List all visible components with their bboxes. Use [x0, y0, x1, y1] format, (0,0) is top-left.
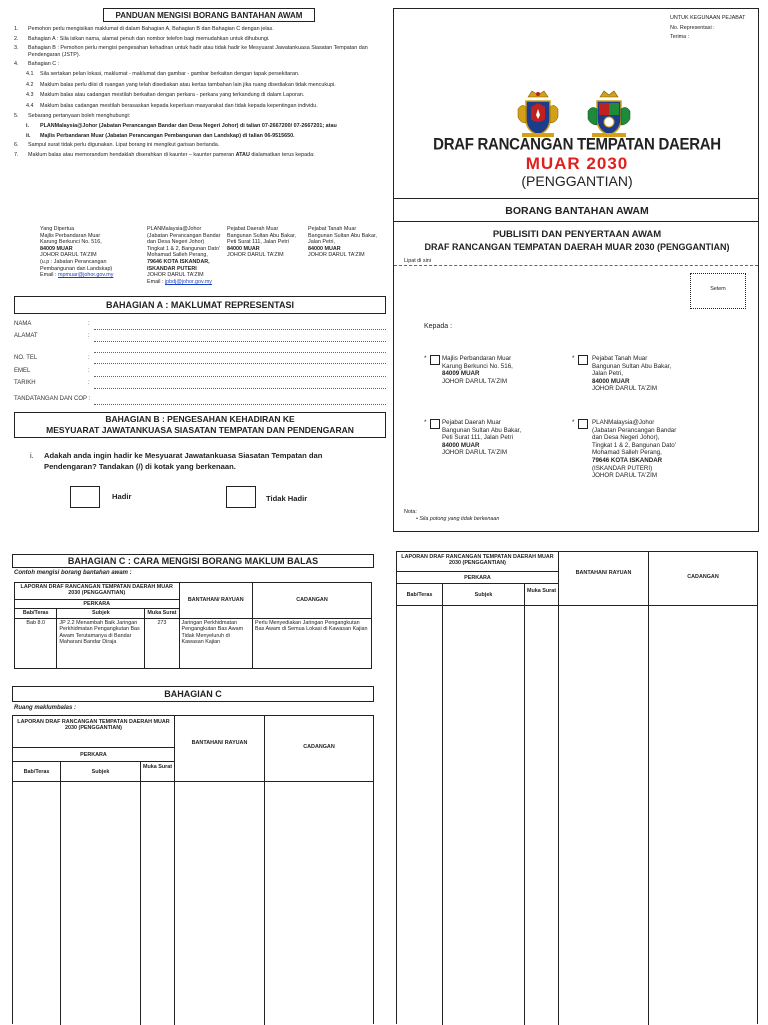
section-b-question: i. Adakah anda ingin hadir ke Mesyuarat Jawatankuasa Siasatan Tempatan dan Pendengaran? Tandakan (/) di kotak yang berkenaan. — [30, 451, 323, 471]
checkbox-planmalaysia[interactable] — [578, 419, 588, 429]
col-bab-input[interactable] — [13, 782, 61, 1025]
colon: : — [88, 333, 90, 339]
guide-sub-3: 4.3 Maklum balas atau cadangan mestilah berkaitan dengan perkara - perkara yang terkandung di dalam Laporan. — [26, 92, 305, 99]
address-pejabat-tanah: Pejabat Tanah Muar Bangunan Sultan Abu Bakar, Jalan Petri, 84000 MUAR JOHOR DARUL TA'ZIM — [308, 226, 377, 259]
rt-col-bantahan-input[interactable] — [559, 606, 649, 1025]
label-tidak-hadir: Tidak Hadir — [266, 494, 308, 503]
section-c-title: BAHAGIAN C — [12, 686, 374, 702]
guide-sub-2: 4.2 Maklum balas perlu diisi di ruangan yang telah disediakan atau kertas tambahan lain jika ruang disediakan tidak mencukupi. — [26, 81, 336, 88]
guide-contact-1: i. PLANMalaysia@Johor (Jabatan Perancangan Bandar dan Desa Negeri Johor) di talian 07-2667200/ 07-2667201; atau — [26, 122, 337, 129]
guide-item-2: 2. Bahagian A : Sila isikan nama, alamat penuh dan nombor telefon bagi memudahkan untuk dihubungi. — [14, 35, 270, 42]
colon: : — [88, 321, 90, 327]
cover-form-name: BORANG BANTAHAN AWAM — [505, 205, 649, 217]
cover-addr-daerah: Pejabat Daerah Muar Bangunan Sultan Abu Bakar, Peti Surat 111, Jalan Petri 84000 MUAR JOHOR DARUL TA'ZIM — [442, 419, 522, 457]
cover-addr-mpm: Majlis Perbandaran Muar Karung Berkunci No. 516, 84009 MUAR JOHOR DARUL TA'ZIM — [442, 355, 513, 385]
section-a-form — [14, 318, 390, 408]
office-use: UNTUK KEGUNAAN PEJABAT No. Representasi : Terima : — [670, 15, 746, 41]
colon: : — [88, 355, 90, 361]
section-c-subtitle: Ruang maklumbalas : — [14, 705, 77, 711]
email-link-jpbd[interactable]: jpbdj@johor.gov.my — [164, 278, 213, 285]
note-label: Nota: — [404, 509, 417, 515]
guide-list — [14, 26, 374, 161]
fold-here: Lipat di sini — [404, 258, 431, 264]
example-subjek: JP 2.2 Menambah Baik Jaringan Perkhidmatan Pengangkutan Bas Awam Terutamanya di Bandar Maharani Bandar Diraja — [57, 618, 145, 668]
section-c-example-subtitle: Contoh mengisi borang bantahan awam : — [14, 570, 132, 576]
address-pejabat-daerah: Pejabat Daerah Muar Bangunan Sultan Abu Bakar, Peti Surat 111, Jalan Petri 84000 MUAR JOHOR DARUL TA'ZIM — [227, 226, 296, 259]
label-tarikh: TARIKH — [14, 380, 36, 386]
address-planmalaysia: PLANMalaysia@Johor (Jabatan Perancangan Bandar dan Desa Negeri Johor) Tingkat 1 & 2, Bangunan Dato' Mohamad Salleh Perang, 79646 KOTA ISKANDAR, ISKANDAR PUTERI JOHOR DARUL TA'ZIM Email : jpbdj@johor.gov.my — [147, 226, 221, 285]
address-mpm: Yang Dipertua Majlis Perbandaran Muar Karung Berkunci No. 516, 84009 MUAR JOHOR DARUL TA'ZIM (u.p : Jabatan Perancangan Pembangunan dan Landskap) Email : mpmuar@johor.gov.my — [40, 226, 114, 279]
stamp-box: Setem — [690, 273, 746, 309]
label-notel: NO. TEL — [14, 355, 38, 361]
example-muka: 273 — [145, 618, 179, 668]
label-tandatangan: TANDATANGAN DAN COP : — [14, 396, 91, 402]
guide-sub-1: 4.1 Sila sertakan pelan lokasi, maklumat - maklumat dan gambar - gambar berkaitan dengan tapak persekitaran. — [26, 70, 300, 77]
input-emel[interactable] — [94, 376, 386, 377]
rt-col-cadangan-input[interactable] — [649, 606, 757, 1025]
section-c-example-title: BAHAGIAN C : CARA MENGISI BORANG MAKLUM BALAS — [12, 554, 374, 568]
right-table: LAPORAN DRAF RANCANGAN TEMPATAN DAERAH MUAR 2030 (PENGGANTIAN) PERKARA Bab/Teras Subjek Muka Surat BANTAHAN/ RAYUAN CADANGAN — [396, 551, 758, 1024]
cover-pub-2: DRAF RANCANGAN TEMPATAN DAERAH MUAR 2030 (PENGGANTIAN) — [424, 242, 730, 252]
cover-addr-tanah: Pejabat Tanah Muar Bangunan Sultan Abu Bakar, Jalan Petri, 84000 MUAR JOHOR DARUL TA'ZIM — [592, 355, 672, 393]
guide-contact-2: ii. Majlis Perbandaran Muar (Jabatan Perancangan Pembangunan dan Landskap) di talian 06-9515650. — [26, 132, 295, 139]
asterisk: * — [424, 419, 427, 426]
checkbox-hadir[interactable] — [70, 486, 100, 508]
colon: : — [88, 368, 90, 374]
input-alamat-1[interactable] — [94, 341, 386, 342]
cover-panel — [393, 8, 759, 532]
guide-item-3: 3. Bahagian B : Pemohon perlu mengisi pengesahan kehadiran untuk hadir atau tidak hadir ke Mesyuarat Jawatankuasa Siasatan Tempatan dan Pendengaran (JSTP). — [14, 45, 368, 58]
guide-sub-4: 4.4 Maklum balas cadangan mestilah berasaskan kepada keperluan masyarakat dan tidak kepada kepentingan individu. — [26, 102, 318, 109]
checkbox-pejabat-tanah[interactable] — [578, 355, 588, 365]
section-b-title: BAHAGIAN B : PENGESAHAN KEHADIRAN KE MESYUARAT JAWATANKUASA SIASATAN TEMPATAN DAN PENDENGARAN — [14, 412, 386, 438]
guide-item-5: 5. Sebarang pertanyaan boleh menghubungi: — [14, 113, 131, 120]
section-c-table: LAPORAN DRAF RANCANGAN TEMPATAN DAERAH MUAR 2030 (PENGGANTIAN) PERKARA Bab/Teras Subjek Muka Surat BANTAHAN/ RAYUAN CADANGAN — [12, 715, 374, 1024]
col-muka-input[interactable] — [141, 782, 175, 1025]
input-tandatangan[interactable] — [94, 404, 386, 405]
col-bantahan-input[interactable] — [175, 782, 265, 1025]
rt-col-muka-input[interactable] — [525, 606, 559, 1025]
asterisk: * — [572, 419, 575, 426]
asterisk: * — [424, 355, 427, 362]
to-label: Kepada : — [424, 323, 453, 330]
col-cadangan-input[interactable] — [265, 782, 373, 1025]
note-text: • Sila potong yang tidak berkenaan — [416, 516, 500, 522]
colon: : — [88, 380, 90, 386]
label-alamat: ALAMAT — [14, 333, 38, 339]
asterisk: * — [572, 355, 575, 362]
label-nama: NAMA — [14, 321, 32, 327]
guide-item-4: 4. Bahagian C : — [14, 61, 60, 68]
col-subjek-input[interactable] — [61, 782, 141, 1025]
input-nama[interactable] — [94, 329, 386, 330]
rt-col-subjek-input[interactable] — [443, 606, 525, 1025]
email-link-mpm[interactable]: mpmuar@johor.gov.my — [57, 272, 114, 279]
section-a-title: BAHAGIAN A : MAKLUMAT REPRESENTASI — [14, 296, 386, 314]
johor-crest-icon — [514, 89, 562, 139]
example-cadangan: Perlu Menyediakan Jaringan Pengangkutan Bas Awam di Semua Lokasi di Kawasan Kajian — [252, 618, 371, 668]
checkbox-pejabat-daerah[interactable] — [430, 419, 440, 429]
input-alamat-2[interactable] — [94, 352, 386, 353]
label-hadir: Hadir — [112, 492, 132, 501]
muar-crest-icon — [584, 89, 634, 139]
cover-title-2: MUAR 2030 — [525, 154, 629, 173]
guide-title: PANDUAN MENGISI BORANG BANTAHAN AWAM — [103, 8, 315, 22]
example-bantahan: Jaringan Perkhidmatan Pengangkutan Bas Awam Tidak Menyeluruh di Kawasan Kajian — [179, 618, 252, 668]
cover-title-1: DRAF RANCANGAN TEMPATAN DAERAH — [433, 135, 721, 154]
example-bab: Bab 8.0 — [15, 618, 57, 668]
guide-item-1: 1. Pemohon perlu mengisikan maklumat di dalam Bahagian A, Bahagian B dan Bahagian C dengan jelas. — [14, 26, 274, 32]
label-emel: EMEL — [14, 368, 31, 374]
cover-pub-1: PUBLISITI DAN PENYERTAAN AWAM — [492, 229, 662, 240]
input-notel[interactable] — [94, 363, 386, 364]
checkbox-tidak-hadir[interactable] — [226, 486, 256, 508]
input-tarikh[interactable] — [94, 388, 386, 389]
example-table: LAPORAN DRAF RANCANGAN TEMPATAN DAERAH MUAR 2030 (PENGGANTIAN) BANTAHAN/ RAYUAN CADANGAN PERKARA Bab/Teras Subjek Muka Surat Bab 8.0 JP 2.2 Menambah Baik Jaringan Perkhidmatan Pengangkutan Bas Awam Terutamanya di Bandar Maharani Bandar Diraja 273 Jaringan Perkhidmatan Pengangkutan Bas Awam Tidak Menyeluruh di Kawasan Kajian Perlu Menyediakan Jaringan Pengangkutan Bas Awam di Semua Lokasi di Kawasan Kajian — [14, 582, 372, 669]
cover-title-3: (PENGGANTIAN) — [521, 173, 633, 189]
guide-item-6: 6. Sampul surat tidak perlu digunakan. Lipat borang ini mengikut garisan bertanda. — [14, 142, 220, 149]
guide-item-7: 7. Maklum balas atau memorandum hendaklah diserahkan di kaunter – kaunter pameran ATAU dialamatkan terus kepada: — [14, 151, 315, 158]
cover-addr-plan: PLANMalaysia@Johor (Jabatan Perancangan Bandar dan Desa Negeri Johor), Tingkat 1 & 2, Bangunan Dato' Mohamad Salleh Perang, 79646 KOTA ISKANDAR (ISKANDAR PUTERI) JOHOR DARUL TA'ZIM — [592, 419, 677, 480]
checkbox-mpm[interactable] — [430, 355, 440, 365]
rt-col-bab-input[interactable] — [397, 606, 443, 1025]
